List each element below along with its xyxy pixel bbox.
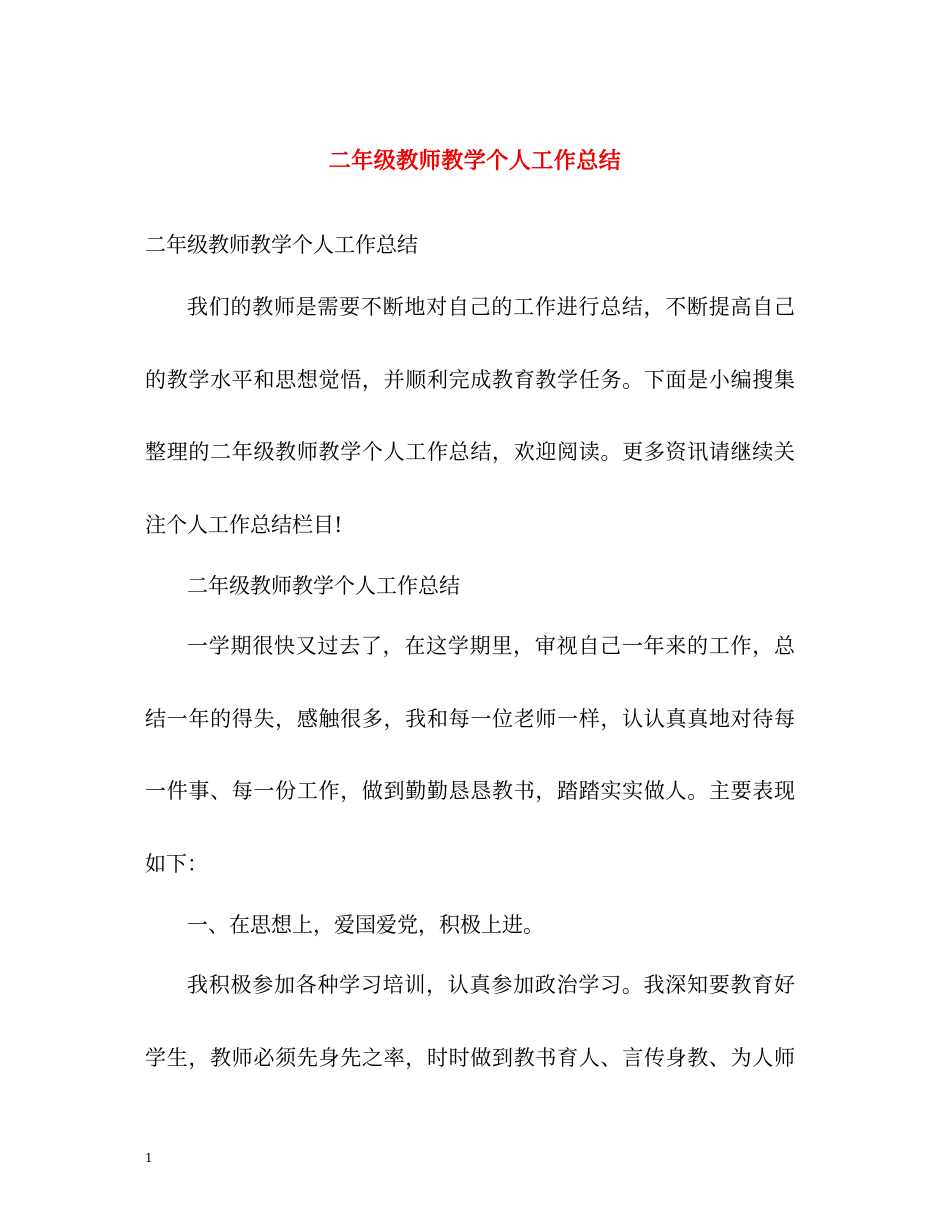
subtitle-line: 二年级教师教学个人工作总结 — [145, 233, 418, 257]
paragraph-line: 注个人工作总结栏目! — [145, 513, 343, 537]
paragraph-line: 一学期很快又过去了，在这学期里，审视自己一年来的工作，总 — [187, 634, 795, 658]
paragraph-line: 学生，教师必须先身先之率，时时做到教书育人、言传身教、为人师 — [145, 1046, 795, 1070]
section-heading: 二年级教师教学个人工作总结 — [187, 574, 460, 598]
paragraph-line: 一件事、每一份工作，做到勤勤恳恳教书，踏踏实实做人。主要表现 — [145, 779, 795, 803]
page-number: 1 — [145, 1151, 153, 1165]
paragraph-line: 我积极参加各种学习培训，认真参加政治学习。我深知要教育好 — [187, 973, 795, 997]
document-title: 二年级教师教学个人工作总结 — [328, 148, 622, 174]
paragraph-line: 如下： — [145, 852, 208, 876]
paragraph-line: 我们的教师是需要不断地对自己的工作进行总结，不断提高自己 — [187, 295, 795, 319]
paragraph-line: 整理的二年级教师教学个人工作总结，欢迎阅读。更多资讯请继续关 — [145, 440, 795, 464]
section-heading: 一、在思想上，爱国爱党，积极上进。 — [187, 913, 544, 937]
paragraph-line: 结一年的得失，感触很多，我和每一位老师一样，认认真真地对待每 — [145, 707, 795, 731]
paragraph-line: 的教学水平和思想觉悟，并顺利完成教育教学任务。下面是小编搜集 — [145, 368, 795, 392]
